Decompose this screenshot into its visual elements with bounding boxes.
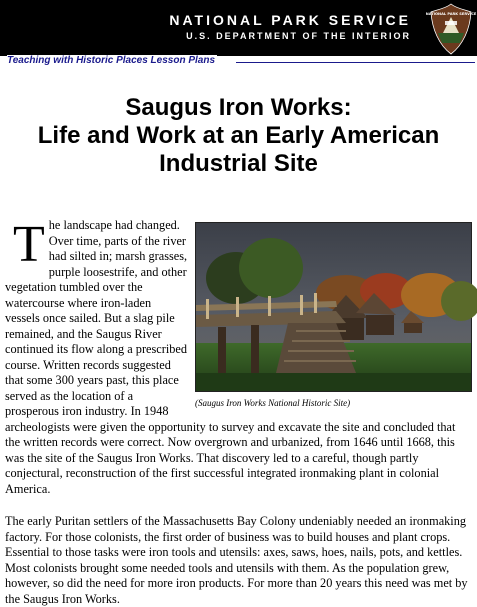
iron-works-photo <box>195 222 472 392</box>
intro-paragraph: he landscape had changed. Over time, parts of the river had silted in; marsh grasses, purple loosestrife, and other vegetation tumbled over the watercourse where iron-laden vessels once sailed. But a slag pile remained, and the Saugus River continued its flow along a prescribed course. Written records suggested that some 300 years past, this place served as the location of a prosperous iron industry. In 1948 archeologists were given the opportunity to survey and excavate the site and concluded that the written records were correct. Now overgrown and urbanized, from 1646 until 1668, this was the site of the Saugus Iron Works. That discovery led to a careful, though partly conjectural, reconstruction of the first successful integrated ironmaking plant in colonial America. <box>5 218 456 496</box>
agency-name: NATIONAL PARK SERVICE <box>169 12 411 28</box>
photo-caption: (Saugus Iron Works National Historic Site) <box>195 398 351 408</box>
drop-cap: T <box>13 216 45 273</box>
body-paragraph-2 <box>5 514 471 607</box>
nps-header-banner <box>0 0 477 56</box>
department-name: U.S. DEPARTMENT OF THE INTERIOR <box>186 31 411 41</box>
intro-section <box>5 218 471 497</box>
page-title <box>0 94 477 178</box>
nps-arrowhead-logo-icon[interactable] <box>425 3 477 55</box>
series-divider <box>236 62 475 63</box>
series-link[interactable]: Teaching with Historic Places Lesson Plans <box>7 55 216 66</box>
paragraph-2-text: The early Puritan settlers of the Massachusetts Bay Colony undeniably needed an ironmaking factory. For those colonists, the first order of business was to build houses and plant crops. Essential to those tasks were iron tools and utensils: axes, saws, hoes, nails, pots, and kettles. Most colonists brought some needed tools and utensils with them. As the population grew, however, so did the need for more iron products. For more than 20 years this need was met by the Saugus Iron Works. <box>5 514 468 606</box>
title-line-3: Industrial Site <box>159 150 318 177</box>
title-line-1: Saugus Iron Works: <box>125 94 352 121</box>
title-line-2: Life and Work at an Early American <box>37 122 440 149</box>
series-link-row <box>0 56 477 68</box>
logo-text: NATIONAL PARK SERVICE <box>425 12 477 16</box>
photo-figure <box>195 222 471 412</box>
